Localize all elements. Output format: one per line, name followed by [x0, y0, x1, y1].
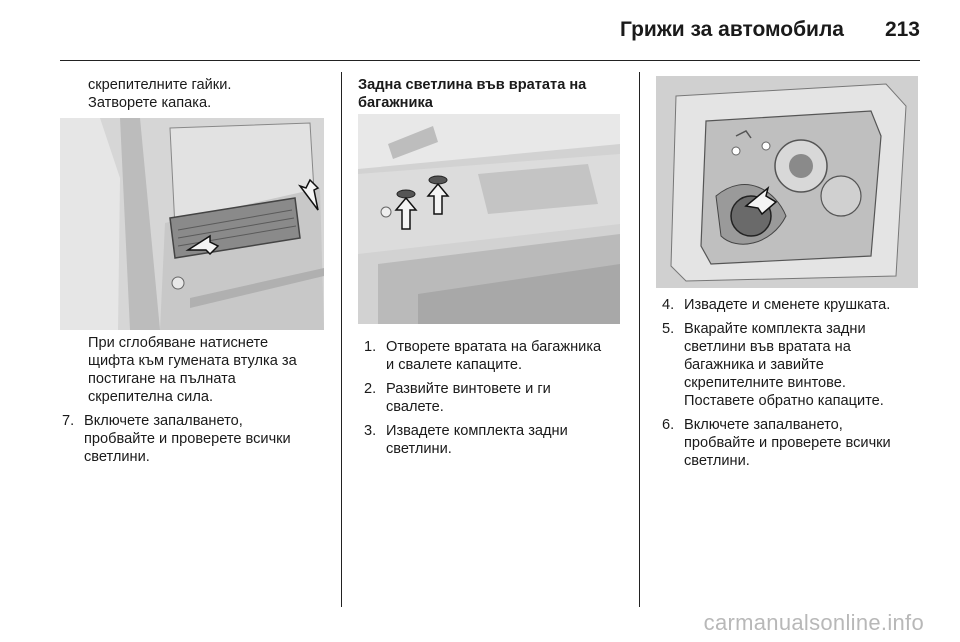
figure-light-bulb — [656, 76, 918, 288]
note-line: постигане на пълната — [88, 371, 236, 387]
list-line: Поставете обратно капаците. — [684, 393, 884, 409]
figure-trunk-panel — [60, 118, 324, 330]
list-item — [60, 412, 340, 466]
list-number: 4. — [662, 297, 675, 313]
list-item — [362, 380, 632, 416]
list-line: Включете запалването, — [684, 417, 843, 433]
column-1 — [88, 76, 336, 112]
list-line: скрепителните винтове. — [684, 375, 846, 391]
list-number: 6. — [662, 417, 675, 433]
list-item — [660, 320, 940, 410]
text-line: Затворете капака. — [88, 95, 212, 111]
column-3-steps — [660, 296, 940, 476]
list-number: 7. — [62, 413, 75, 429]
header-rule — [60, 60, 920, 61]
list-number: 5. — [662, 321, 675, 337]
column-rule-right — [639, 72, 640, 607]
column-2-steps — [362, 338, 632, 464]
list-line: багажника и завийте — [684, 357, 824, 373]
list-number: 2. — [364, 381, 377, 397]
list-line: светлини. — [386, 441, 452, 457]
note-line: При сглобяване натиснете — [88, 335, 269, 351]
list-line: светлини. — [684, 453, 750, 469]
list-line: светлини. — [84, 449, 150, 465]
column-rule-left — [341, 72, 342, 607]
list-item — [362, 422, 632, 458]
list-line: пробвайте и проверете всички — [684, 435, 891, 451]
list-line: Включете запалването, — [84, 413, 243, 429]
section-title: багажника — [358, 95, 433, 111]
column-1-lower — [60, 334, 340, 472]
list-line: свалете. — [386, 399, 444, 415]
list-item — [362, 338, 632, 374]
list-line: Извадете комплекта задни — [386, 423, 568, 439]
list-item — [660, 296, 940, 314]
list-number: 3. — [364, 423, 377, 439]
watermark: carmanualsonline.info — [703, 610, 924, 635]
list-line: и свалете капаците. — [386, 357, 523, 373]
section-title: Задна светлина във вратата на — [358, 77, 587, 93]
list-line: Вкарайте комплекта задни — [684, 321, 866, 337]
column-2 — [358, 76, 628, 112]
list-line: Развийте винтовете и ги — [386, 381, 551, 397]
note-line: щифта към гумената втулка за — [88, 353, 297, 369]
page-title: Грижи за автомобила — [619, 18, 844, 41]
list-line: Отворете вратата на багажника — [386, 339, 602, 355]
list-number: 1. — [364, 339, 377, 355]
figure-tailgate-screws — [358, 114, 620, 324]
list-line: светлини във вратата на — [684, 339, 851, 355]
list-line: Извадете и сменете крушката. — [684, 297, 891, 313]
list-item — [660, 416, 940, 470]
page-number: 213 — [884, 18, 920, 41]
text-line: скрепителните гайки. — [88, 77, 232, 93]
list-line: пробвайте и проверете всички — [84, 431, 291, 447]
note-line: скрепителна сила. — [88, 389, 214, 405]
